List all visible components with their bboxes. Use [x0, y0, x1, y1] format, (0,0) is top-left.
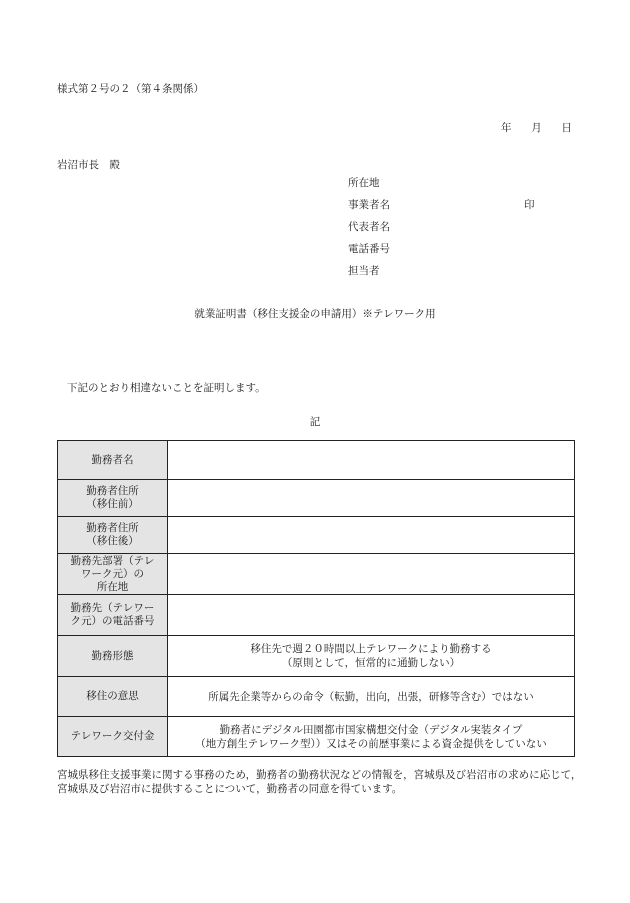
row-value-telework-grant: 勤務者にデジタル田園都市国家構想交付金（デジタル実装タイプ （地方創生テレワーク型））又はその前歴事業による資金提供をしていない: [168, 717, 575, 757]
date-day: 日: [561, 122, 572, 134]
address-label: 所在地: [348, 177, 380, 189]
business-name-label: 事業者名: [348, 199, 390, 211]
form-number: 様式第２号の２（第４条関係）: [57, 83, 204, 95]
table-row: [58, 441, 575, 480]
table-row: [58, 636, 575, 677]
row-label-relocation-intent: 移住の意思: [58, 677, 168, 717]
representative-label: 代表者名: [348, 221, 390, 233]
certification-statement: 下記のとおり相違ないことを証明します。: [67, 382, 266, 394]
addressee: 岩沼市長 殿: [57, 159, 120, 171]
row-label-address-after: 勤務者住所 （移住後）: [58, 517, 168, 554]
table-row: [58, 480, 575, 517]
contact-label: 担当者: [348, 265, 380, 277]
date-year: 年: [501, 122, 512, 134]
document-title: 就業証明書（移住支援金の申請用）※テレワーク用: [194, 308, 436, 320]
row-value-relocation-intent: 所属先企業等からの命令（転勤，出向，出張，研修等含む）ではない: [168, 677, 575, 717]
row-label-office-phone: 勤務先（テレワー ク元）の電話番号: [58, 595, 168, 636]
row-value-work-style: 移住先で週２０時間以上テレワークにより勤務する （原則として，恒常的に通勤しない）: [168, 636, 575, 677]
date-month: 月: [531, 122, 542, 134]
row-value-address-after[interactable]: [168, 517, 575, 554]
row-label-work-style: 勤務形態: [58, 636, 168, 677]
seal-mark: 印: [524, 199, 535, 211]
ki-heading: 記: [309, 416, 321, 428]
table-row: [58, 717, 575, 757]
consent-note: 宮城県移住支援事業に関する事務のため，勤務者の勤務状況などの情報を，宮城県及び岩沼市の求めに応じて，宮城県及び岩沼市に提供することについて，勤務者の同意を得ています。: [57, 769, 582, 795]
table-row: [58, 554, 575, 595]
row-value-address-before[interactable]: [168, 480, 575, 517]
table-row: [58, 517, 575, 554]
date-line: [501, 120, 572, 135]
row-value-worker-name[interactable]: [168, 441, 575, 480]
certificate-table: [57, 440, 575, 757]
row-label-worker-name: 勤務者名: [58, 441, 168, 480]
table-row: [58, 595, 575, 636]
phone-label: 電話番号: [348, 243, 390, 255]
row-value-office-location[interactable]: [168, 554, 575, 595]
row-label-telework-grant: テレワーク交付金: [58, 717, 168, 757]
table-row: [58, 677, 575, 717]
row-label-office-location: 勤務先部署（テレ ワーク元）の 所在地: [58, 554, 168, 595]
row-value-office-phone[interactable]: [168, 595, 575, 636]
row-label-address-before: 勤務者住所 （移住前）: [58, 480, 168, 517]
